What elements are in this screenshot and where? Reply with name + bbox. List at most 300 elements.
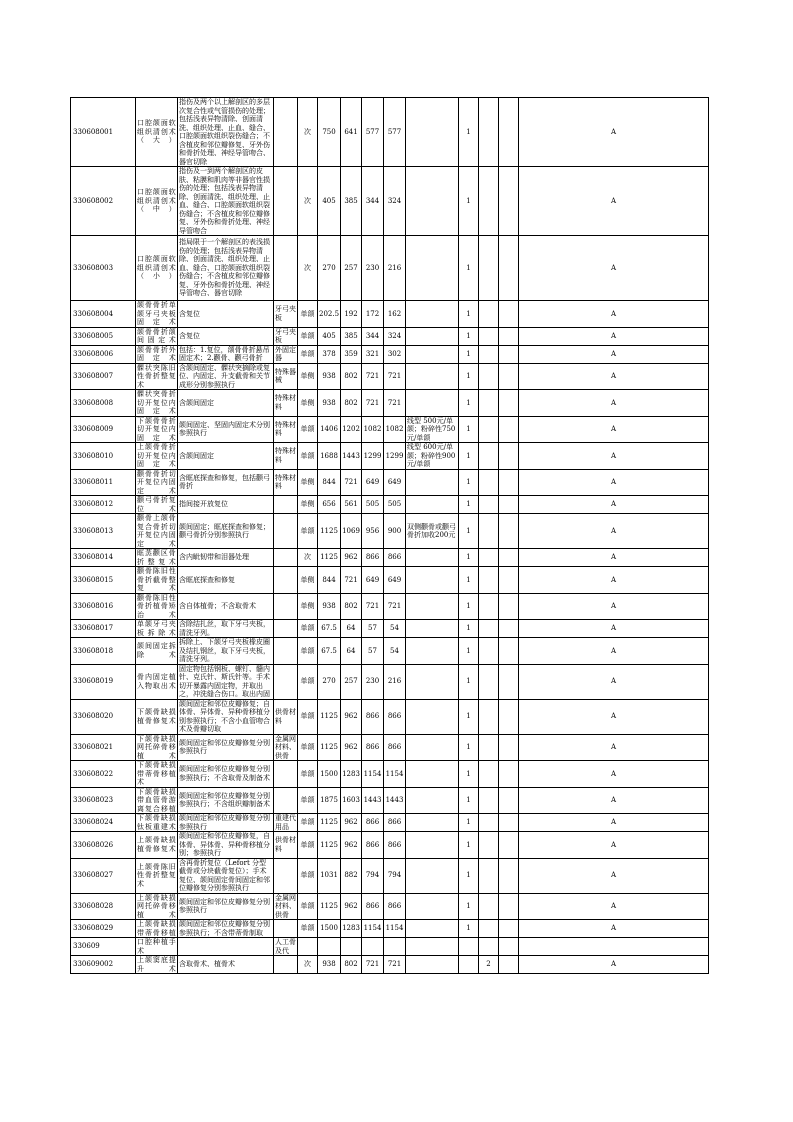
procedure-content: 含自体植骨；不含取骨术 [178, 593, 274, 620]
flag-2 [479, 938, 499, 956]
price-level-3: 1082 [362, 416, 384, 443]
table-row [71, 496, 709, 514]
flag-3 [499, 956, 519, 974]
flag-3 [499, 363, 519, 390]
price-note [406, 549, 459, 567]
price-note [406, 236, 459, 301]
price-note [406, 938, 459, 956]
price-level-3: 866 [362, 893, 384, 920]
procedure-name: 颧骨上颌骨复合骨折切开复位内固定术 [137, 514, 176, 548]
price-level-3: 172 [362, 301, 384, 328]
table-row [71, 699, 709, 734]
procedure-name: 上颌骨陈旧性骨折整复术 [136, 858, 178, 893]
price-note [406, 638, 459, 665]
table-row [71, 593, 709, 620]
category: A [519, 893, 709, 920]
flag-1: 1 [459, 664, 479, 699]
flag-1: 1 [459, 814, 479, 832]
price-level-3: 505 [362, 496, 384, 514]
price-level-2: 64 [341, 620, 362, 638]
excluded-items: 人工骨及代 [275, 938, 296, 955]
procedure-name: 下颌骨缺损带血管骨游离复合移植 [137, 787, 176, 813]
price-level-3: 794 [362, 858, 384, 893]
flag-2 [479, 549, 499, 567]
flag-3 [499, 832, 519, 859]
price-level-1: 1031 [318, 858, 341, 893]
price-level-4: 54 [384, 620, 406, 638]
procedure-name: 颌骨骨折外固定术 [137, 345, 176, 362]
table-row [71, 390, 709, 417]
price-note [406, 469, 459, 496]
category: A [519, 327, 709, 345]
price-level-3: 1443 [362, 787, 384, 814]
price-note [406, 327, 459, 345]
price-level-4: 216 [384, 664, 406, 699]
price-level-4: 866 [384, 549, 406, 567]
price-level-4: 649 [384, 567, 406, 594]
price-note: 双侧颧骨或颧弓骨折加收200元 [406, 514, 459, 549]
price-note [406, 832, 459, 859]
excluded-items: 供骨材料 [274, 832, 298, 859]
price-level-4: 54 [384, 638, 406, 665]
table-row [71, 814, 709, 832]
price-level-4: 721 [384, 390, 406, 417]
price-level-4: 302 [384, 345, 406, 363]
table-row [71, 345, 709, 363]
table-row [71, 956, 709, 974]
excluded-items: 特殊材料 [274, 443, 298, 470]
flag-2 [479, 443, 499, 470]
price-level-3: 577 [362, 98, 384, 167]
price-note [406, 98, 459, 167]
pricing-unit: 单颌 [298, 814, 318, 832]
category: A [519, 236, 709, 301]
pricing-unit: 单侧 [298, 496, 318, 514]
table-row [71, 514, 709, 549]
flag-3 [499, 98, 519, 167]
row-code: 330608014 [71, 549, 136, 567]
price-note [406, 858, 459, 893]
category: A [519, 787, 709, 814]
table-row [71, 301, 709, 328]
flag-3 [499, 327, 519, 345]
flag-2 [479, 567, 499, 594]
price-level-4: 721 [384, 363, 406, 390]
flag-2 [479, 814, 499, 832]
flag-2 [479, 620, 499, 638]
price-level-4: 721 [384, 593, 406, 620]
flag-1: 1 [459, 301, 479, 328]
table-row [71, 858, 709, 893]
price-level-1: 1875 [318, 787, 341, 814]
row-code: 330608029 [71, 920, 136, 938]
price-note [406, 301, 459, 328]
price-level-2: 1069 [341, 514, 362, 549]
flag-1: 1 [459, 858, 479, 893]
row-code: 330608002 [71, 167, 136, 236]
price-note [406, 699, 459, 734]
flag-2 [479, 236, 499, 301]
procedure-name: 上颌窦底提升术 [137, 956, 176, 973]
flag-1: 1 [459, 638, 479, 665]
price-level-4: 1082 [384, 416, 406, 443]
row-code: 330608004 [71, 301, 136, 328]
price-level-2: 882 [341, 858, 362, 893]
category: A [519, 664, 709, 699]
price-note [406, 593, 459, 620]
category: A [519, 814, 709, 832]
excluded-items [274, 567, 298, 594]
price-level-2: 962 [341, 893, 362, 920]
flag-2 [479, 832, 499, 859]
flag-3 [499, 858, 519, 893]
price-level-2: 802 [341, 363, 362, 390]
fee-schedule-table [70, 97, 709, 974]
price-level-2: 1603 [341, 787, 362, 814]
price-level-4: 1154 [384, 920, 406, 938]
procedure-content: 指伤及一到两个解剖区的皮肤、粘膜和肌肉等非器官性损伤的处理；包括浅表异物清除、创面清洗、组织处理、止血、缝合、口腔颌面软组织裂伤缝合；不含植皮和邻位瓣修复、牙外伤和骨折处理、神经导管吻合 [178, 167, 274, 236]
flag-3 [499, 469, 519, 496]
flag-3 [499, 734, 519, 761]
flag-2 [479, 514, 499, 549]
price-level-1: 844 [318, 567, 341, 594]
procedure-content: 指伤及两个以上解剖区的多层次复合性或气管损伤的处理；包括浅表异物清除、创面清洗、组织处理、止血、缝合、口腔颌面软组织裂伤缝合；不含植皮和邻位瓣修复、牙外伤和骨折处理、神经导管吻合、器官切除 [178, 98, 274, 167]
price-level-1: 1406 [318, 416, 341, 443]
procedure-name: 眶蒸颧区骨折整复术 [137, 549, 176, 566]
price-level-3: 866 [362, 549, 384, 567]
price-level-2: 641 [341, 98, 362, 167]
excluded-items [274, 496, 298, 514]
category: A [519, 832, 709, 859]
price-level-3: 1299 [362, 443, 384, 470]
procedure-name: 颌间固定拆除术 [136, 638, 178, 665]
category: A [519, 920, 709, 938]
price-level-3: 649 [362, 469, 384, 496]
excluded-items: 牙弓夹板 [275, 327, 296, 344]
row-code: 330609 [71, 938, 136, 956]
price-level-4: 866 [384, 814, 406, 832]
flag-1: 1 [459, 832, 479, 859]
flag-2 [479, 734, 499, 761]
pricing-unit: 单侧 [298, 567, 318, 594]
flag-1: 1 [459, 734, 479, 761]
procedure-content: 颌间固定和邻位皮瓣修复，自体骨、异体骨、异种骨移植分别；参照执行 [178, 832, 274, 859]
row-code: 330608012 [71, 496, 136, 514]
price-level-2: 962 [341, 734, 362, 761]
price-level-3: 866 [362, 814, 384, 832]
pricing-unit: 单颌 [298, 620, 318, 638]
table-row [71, 98, 709, 167]
flag-3 [499, 664, 519, 699]
flag-3 [499, 893, 519, 920]
procedure-content: 指局限于一个解剖区的表浅损伤的处理；包括浅表异物清除、创面清洗、组织处理、止血、缝合、口腔颌面软组织裂伤缝合；不含植皮和邻位瓣修复、牙外伤和骨折处理、神经导管吻合、器官切除 [178, 236, 274, 301]
category: A [519, 956, 709, 974]
price-level-4: 162 [384, 301, 406, 328]
excluded-items [274, 787, 298, 814]
price-level-4: 505 [384, 496, 406, 514]
price-level-2 [341, 938, 362, 956]
row-code: 330608003 [71, 236, 136, 301]
table-row [71, 236, 709, 301]
price-note [406, 734, 459, 761]
pricing-unit: 单颌 [298, 416, 318, 443]
price-level-2: 1283 [341, 761, 362, 788]
procedure-content: 含除结扎丝，取下牙弓夹板，清洗牙列。 [178, 620, 274, 638]
table-row [71, 938, 709, 956]
table-row [71, 443, 709, 470]
price-level-1: 1500 [318, 761, 341, 788]
price-level-2: 962 [341, 549, 362, 567]
price-level-3: 866 [362, 699, 384, 734]
price-note: 线型 600元/单颌；粉碎性900元/单颌 [406, 443, 459, 470]
procedure-content: 固定物包括钢板、螺钉、髓内针、克氏针、斯氏针等。手术切开暴露内固定物，并取出之，冲洗缝合伤口。取出内固 [178, 664, 274, 699]
category: A [519, 761, 709, 788]
price-level-2: 1283 [341, 920, 362, 938]
table-row [71, 920, 709, 938]
price-level-2: 385 [341, 167, 362, 236]
flag-3 [499, 814, 519, 832]
flag-1: 1 [459, 327, 479, 345]
pricing-unit: 单侧 [298, 593, 318, 620]
pricing-unit: 单颌 [298, 858, 318, 893]
row-code: 330608001 [71, 98, 136, 167]
price-level-3: 230 [362, 236, 384, 301]
price-level-2: 64 [341, 638, 362, 665]
table-row [71, 167, 709, 236]
price-level-4: 1154 [384, 761, 406, 788]
flag-3 [499, 416, 519, 443]
price-level-3: 57 [362, 620, 384, 638]
table-row [71, 787, 709, 814]
pricing-unit [298, 938, 318, 956]
price-level-3: 344 [362, 167, 384, 236]
flag-3 [499, 787, 519, 814]
flag-2 [479, 363, 499, 390]
price-level-2: 802 [341, 956, 362, 974]
category [519, 938, 709, 956]
flag-1: 1 [459, 363, 479, 390]
pricing-unit: 单颌 [298, 301, 318, 328]
table-row [71, 469, 709, 496]
row-code: 330608018 [71, 638, 136, 665]
price-note [406, 956, 459, 974]
price-level-1: 1125 [318, 699, 341, 734]
flag-1: 1 [459, 236, 479, 301]
procedure-content: 颌间固定和邻位皮瓣修复分别参照执行；不含组织瓣制备术 [178, 787, 274, 814]
procedure-content: 含复位 [178, 301, 274, 328]
price-level-2: 1443 [341, 443, 362, 470]
price-level-1: 1688 [318, 443, 341, 470]
flag-2 [479, 699, 499, 734]
price-level-1: 270 [318, 664, 341, 699]
flag-3 [499, 390, 519, 417]
table-row [71, 832, 709, 859]
flag-1: 1 [459, 761, 479, 788]
flag-2 [479, 593, 499, 620]
procedure-name: 下颌骨骨折切开复位内固定术 [137, 416, 176, 442]
price-level-2: 962 [341, 814, 362, 832]
pricing-unit: 单颌 [298, 893, 318, 920]
category: A [519, 496, 709, 514]
price-level-3: 321 [362, 345, 384, 363]
price-level-1: 1500 [318, 920, 341, 938]
category: A [519, 514, 709, 549]
procedure-name: 上颌骨缺损带蒂骨移植 [137, 920, 176, 937]
flag-3 [499, 620, 519, 638]
row-code: 330608020 [71, 699, 136, 734]
procedure-name: 单颌牙弓夹板拆除术 [137, 620, 176, 637]
price-level-1: 1125 [318, 893, 341, 920]
procedure-content: 指间接开放复位 [178, 496, 274, 514]
price-level-1: 270 [318, 236, 341, 301]
procedure-content: 颌间固定、坚固内固定术分别参照执行 [178, 416, 274, 443]
flag-2 [479, 664, 499, 699]
flag-1 [459, 956, 479, 974]
procedure-content: 颌间固定和邻位皮瓣修复分别参照执行 [178, 734, 274, 761]
procedure-content: 颌间固定和邻位皮瓣修复分别参照执行 [178, 814, 274, 832]
price-note [406, 496, 459, 514]
pricing-unit: 单侧 [298, 469, 318, 496]
excluded-items [274, 920, 298, 938]
price-note: 线型 500元/单颌；粉碎性750元/单颌 [406, 416, 459, 443]
flag-2 [479, 469, 499, 496]
price-note [406, 787, 459, 814]
procedure-name: 颧弓骨折复位术 [137, 496, 176, 513]
category: A [519, 301, 709, 328]
flag-2 [479, 893, 499, 920]
price-note [406, 620, 459, 638]
table-row [71, 416, 709, 443]
price-level-1: 67.5 [318, 638, 341, 665]
price-level-3: 1154 [362, 761, 384, 788]
procedure-name: 下颌骨缺损钛板重建术 [137, 814, 176, 831]
excluded-items: 牙弓夹板 [274, 301, 298, 328]
excluded-items [274, 236, 298, 301]
category: A [519, 167, 709, 236]
table-row [71, 363, 709, 390]
price-level-4 [384, 938, 406, 956]
flag-1: 1 [459, 549, 479, 567]
price-level-3: 721 [362, 363, 384, 390]
price-level-1: 656 [318, 496, 341, 514]
price-level-2: 561 [341, 496, 362, 514]
flag-2 [479, 345, 499, 363]
procedure-content: 含取骨术、植骨术 [178, 956, 274, 974]
excluded-items [274, 858, 298, 893]
procedure-name: 上颌骨骨折切开复位内固定术 [137, 443, 176, 468]
table-row [71, 567, 709, 594]
pricing-unit: 单颌 [298, 832, 318, 859]
flag-1: 1 [459, 469, 479, 496]
flag-1: 1 [459, 567, 479, 594]
price-level-1: 202.5 [318, 301, 341, 328]
flag-1 [459, 938, 479, 956]
excluded-items [274, 514, 298, 549]
price-level-3: 956 [362, 514, 384, 549]
flag-1: 1 [459, 620, 479, 638]
row-code: 330608019 [71, 664, 136, 699]
excluded-items: 特殊材料 [274, 416, 298, 443]
price-level-4: 721 [384, 956, 406, 974]
table-row [71, 761, 709, 788]
pricing-unit: 单颌 [298, 787, 318, 814]
procedure-name: 下颌骨缺损带蒂骨移植术 [137, 761, 176, 786]
row-code: 330608016 [71, 593, 136, 620]
pricing-unit: 单颌 [298, 664, 318, 699]
flag-1: 1 [459, 893, 479, 920]
row-code: 330608010 [71, 443, 136, 470]
flag-3 [499, 443, 519, 470]
pricing-unit: 单颌 [298, 734, 318, 761]
excluded-items [274, 956, 298, 974]
category: A [519, 363, 709, 390]
procedure-name: 下颌骨缺损网托碎骨移植术 [137, 734, 176, 760]
row-code: 330608017 [71, 620, 136, 638]
row-code: 330608015 [71, 567, 136, 594]
price-note [406, 920, 459, 938]
pricing-unit: 次 [298, 549, 318, 567]
excluded-items [274, 593, 298, 620]
flag-2 [479, 638, 499, 665]
price-note [406, 363, 459, 390]
excluded-items: 外固定器 [275, 345, 296, 362]
flag-1: 1 [459, 443, 479, 470]
price-level-2: 721 [341, 567, 362, 594]
price-level-1: 750 [318, 98, 341, 167]
excluded-items [274, 620, 298, 638]
price-note [406, 167, 459, 236]
flag-3 [499, 938, 519, 956]
flag-1: 1 [459, 514, 479, 549]
flag-3 [499, 496, 519, 514]
price-level-4: 649 [384, 469, 406, 496]
price-note [406, 814, 459, 832]
flag-3 [499, 549, 519, 567]
excluded-items [274, 761, 298, 788]
flag-1: 1 [459, 699, 479, 734]
price-level-2: 962 [341, 699, 362, 734]
pricing-unit: 单颌 [298, 638, 318, 665]
category: A [519, 593, 709, 620]
procedure-content: 含颌间固定 [178, 390, 274, 417]
procedure-name: 髁状突骨折切开复位内固定术 [137, 390, 176, 415]
price-level-4: 866 [384, 832, 406, 859]
price-level-1 [318, 938, 341, 956]
pricing-unit: 单颌 [298, 761, 318, 788]
row-code: 330608006 [71, 345, 136, 363]
category: A [519, 416, 709, 443]
pricing-unit: 单侧 [298, 390, 318, 417]
procedure-content: 含内眦韧带和泪器处理 [178, 549, 274, 567]
price-level-4: 577 [384, 98, 406, 167]
excluded-items: 特殊材料 [274, 390, 298, 417]
excluded-items: 特殊器械 [274, 363, 298, 390]
procedure-name: 骨内固定植入物取出术 [136, 664, 178, 699]
price-note [406, 893, 459, 920]
price-level-1: 405 [318, 167, 341, 236]
price-note [406, 567, 459, 594]
row-code: 330608007 [71, 363, 136, 390]
table-row [71, 734, 709, 761]
price-level-4: 866 [384, 699, 406, 734]
price-level-1: 1125 [318, 514, 341, 549]
price-level-2: 962 [341, 832, 362, 859]
category: A [519, 638, 709, 665]
excluded-items: 金属网材料、供骨 [275, 893, 296, 919]
procedure-content: 颌间固定和邻位皮瓣修复；自体骨、异体骨、异种骨移植分别参照执行；不含小血管吻合术及骨瓣切取 [178, 699, 274, 734]
procedure-content: 颌间固定和邻位皮瓣修复分别参照执行 [178, 893, 274, 920]
flag-1: 1 [459, 496, 479, 514]
